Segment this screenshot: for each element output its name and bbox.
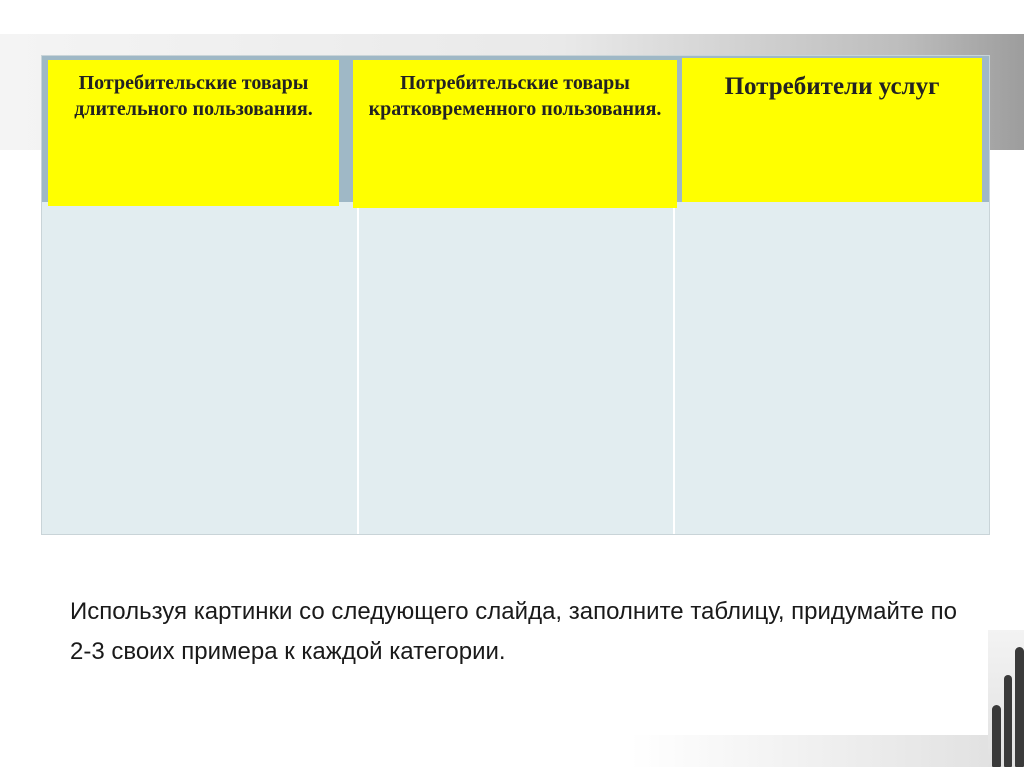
header-service-consumers-label: Потребители услуг [724,73,940,100]
business-people-image [988,630,1024,767]
column-divider [357,202,359,534]
column-divider [673,202,675,534]
header-nondurable-goods [353,60,677,208]
person-silhouette [992,705,1001,767]
person-silhouette [1004,675,1012,767]
header-service-consumers [682,58,982,202]
header-durable-goods-label: Потребительские товары длительного пользования. [74,72,313,120]
header-nondurable-goods-label: Потребительские товары кратковременного пользования. [368,72,662,120]
decorative-fade [630,735,1024,767]
header-durable-goods [48,60,339,206]
instruction-text: Используя картинки со следующего слайда, заполните таблицу, придумайте по 2-3 своих примера к каждой категории. [70,598,957,665]
person-silhouette [1015,647,1024,767]
